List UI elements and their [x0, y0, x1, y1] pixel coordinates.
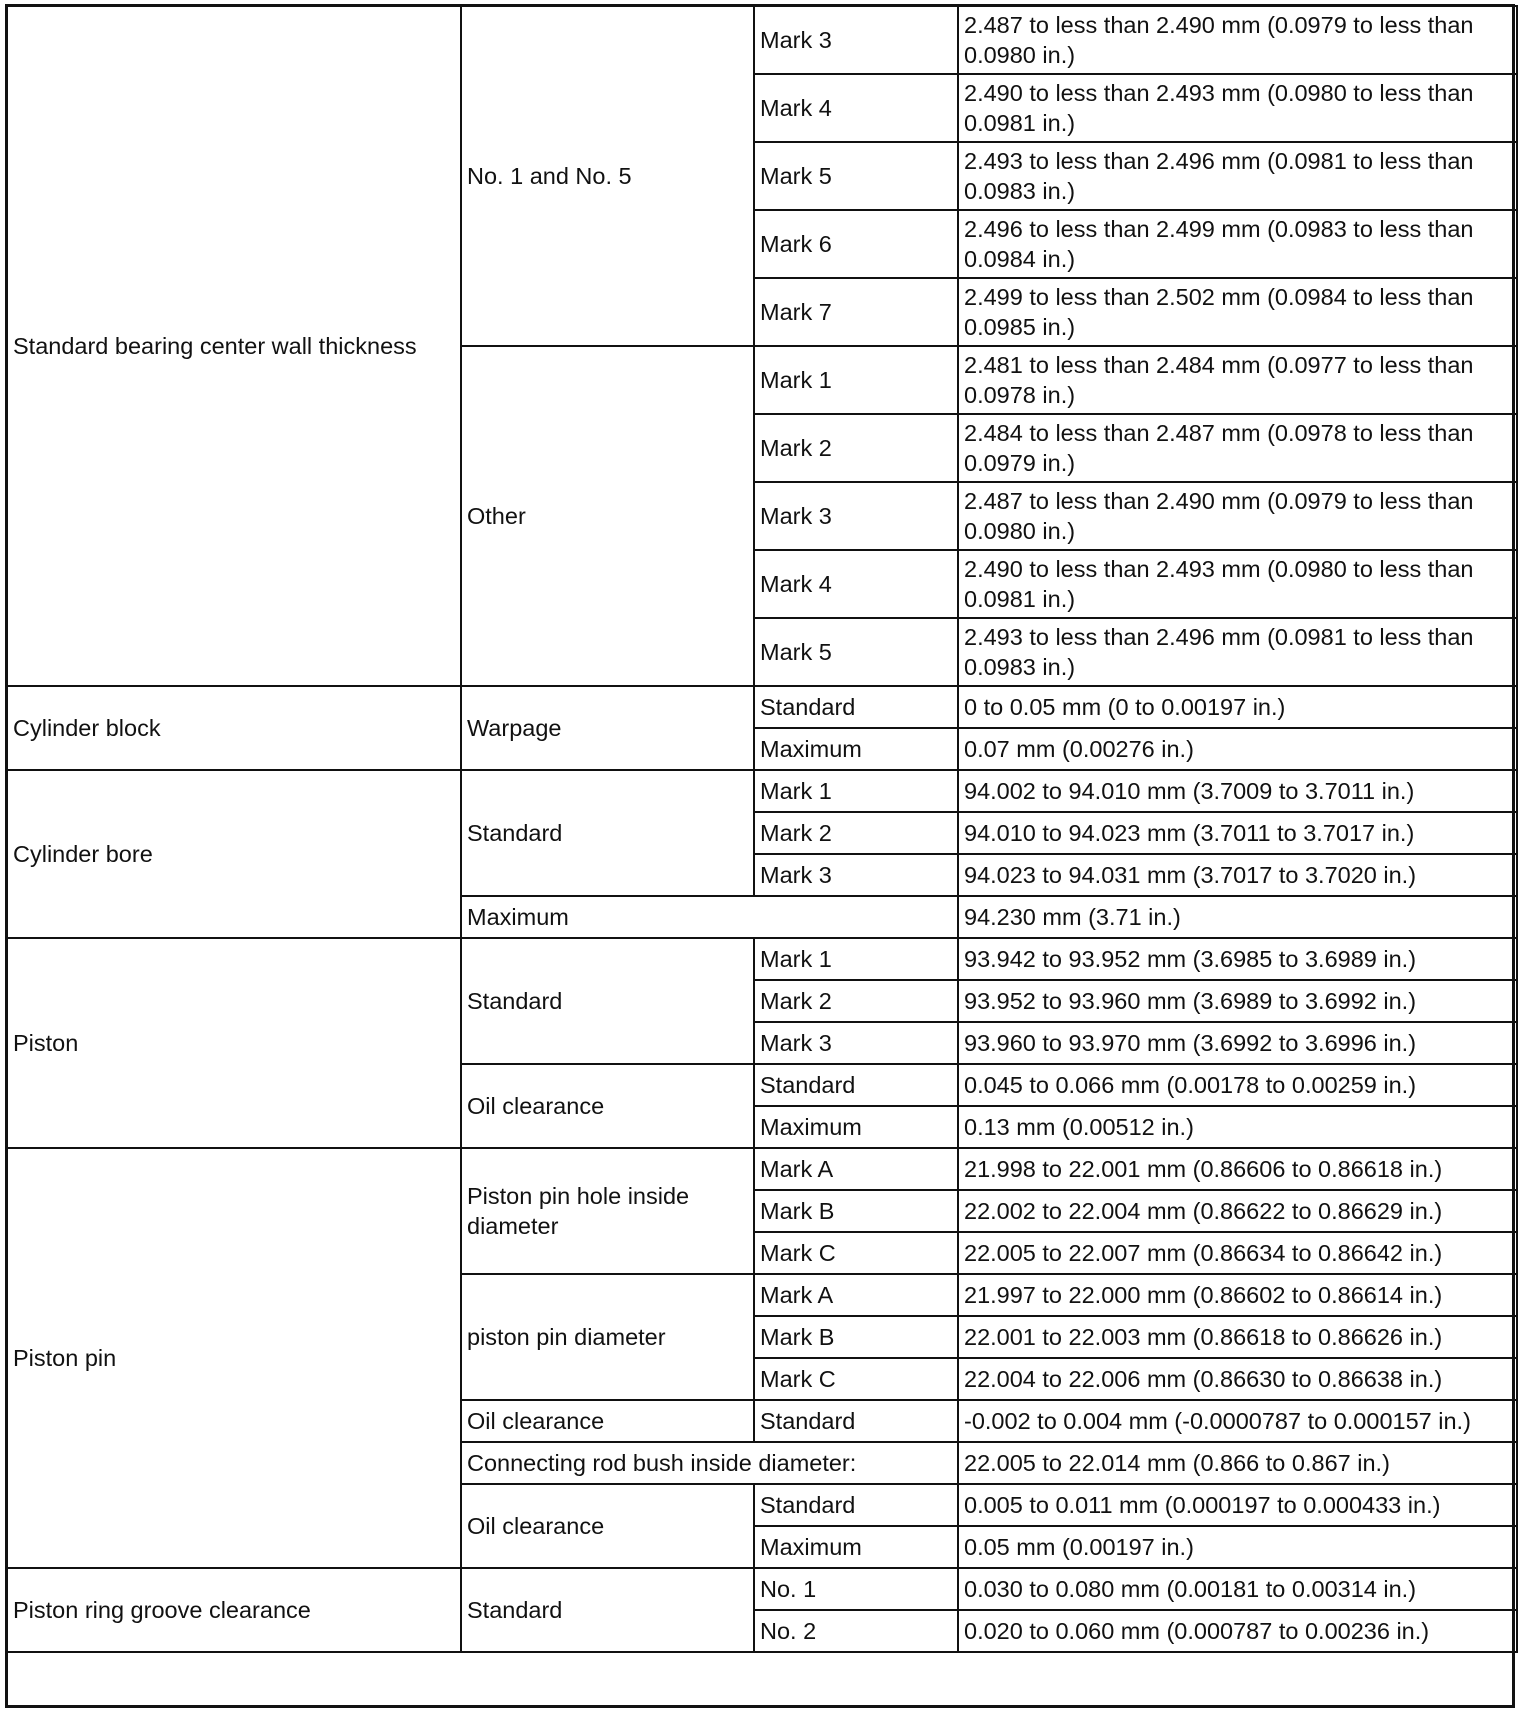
item-cell: Cylinder bore: [7, 770, 461, 938]
table-row: [7, 686, 1517, 728]
sub-item-cell: Oil clearance: [461, 1064, 754, 1148]
mark-cell: Mark A: [754, 1148, 958, 1190]
mark-cell: Mark 4: [754, 74, 958, 142]
sub-item-cell: Standard: [461, 1568, 754, 1652]
mark-cell: Mark B: [754, 1190, 958, 1232]
value-cell: 22.001 to 22.003 mm (0.86618 to 0.86626 in.): [958, 1316, 1517, 1358]
value-cell: 21.998 to 22.001 mm (0.86606 to 0.86618 in.): [958, 1148, 1517, 1190]
item-cell: Piston pin: [7, 1148, 461, 1568]
mark-cell: Mark 3: [754, 1022, 958, 1064]
value-cell: 22.004 to 22.006 mm (0.86630 to 0.86638 in.): [958, 1358, 1517, 1400]
mark-cell: Mark 2: [754, 980, 958, 1022]
sub-item-cell: Other: [461, 346, 754, 686]
value-cell: 0 to 0.05 mm (0 to 0.00197 in.): [958, 686, 1517, 728]
mark-cell: No. 1: [754, 1568, 958, 1610]
item-cell: Cylinder block: [7, 686, 461, 770]
value-cell: 2.493 to less than 2.496 mm (0.0981 to less than 0.0983 in.): [958, 618, 1517, 686]
value-cell: 21.997 to 22.000 mm (0.86602 to 0.86614 in.): [958, 1274, 1517, 1316]
value-cell: 0.07 mm (0.00276 in.): [958, 728, 1517, 770]
sub-item-cell: Piston pin hole inside diameter: [461, 1148, 754, 1274]
mark-cell: Mark 1: [754, 346, 958, 414]
mark-cell: Mark B: [754, 1316, 958, 1358]
value-cell: 22.005 to 22.007 mm (0.86634 to 0.86642 in.): [958, 1232, 1517, 1274]
value-cell: 0.005 to 0.011 mm (0.000197 to 0.000433 in.): [958, 1484, 1517, 1526]
mark-cell: Mark C: [754, 1232, 958, 1274]
table-row: [7, 938, 1517, 980]
sub-item-cell: piston pin diameter: [461, 1274, 754, 1400]
sub-item-cell: Warpage: [461, 686, 754, 770]
item-cell: Piston: [7, 938, 461, 1148]
value-cell: 2.490 to less than 2.493 mm (0.0980 to less than 0.0981 in.): [958, 550, 1517, 618]
sub-item-cell: Connecting rod bush inside diameter:: [461, 1442, 958, 1484]
value-cell: 22.005 to 22.014 mm (0.866 to 0.867 in.): [958, 1442, 1517, 1484]
mark-cell: Mark 5: [754, 618, 958, 686]
value-cell: 94.023 to 94.031 mm (3.7017 to 3.7020 in.): [958, 854, 1517, 896]
mark-cell: Standard: [754, 686, 958, 728]
value-cell: 2.490 to less than 2.493 mm (0.0980 to less than 0.0981 in.): [958, 74, 1517, 142]
sub-item-cell: Standard: [461, 938, 754, 1064]
mark-cell: Mark 3: [754, 6, 958, 74]
mark-cell: Standard: [754, 1400, 958, 1442]
value-cell: 22.002 to 22.004 mm (0.86622 to 0.86629 in.): [958, 1190, 1517, 1232]
mark-cell: No. 2: [754, 1610, 958, 1652]
item-cell: Piston ring groove clearance: [7, 1568, 461, 1652]
mark-cell: Mark 5: [754, 142, 958, 210]
value-cell: 94.002 to 94.010 mm (3.7009 to 3.7011 in.): [958, 770, 1517, 812]
value-cell: 0.05 mm (0.00197 in.): [958, 1526, 1517, 1568]
sub-item-cell: No. 1 and No. 5: [461, 6, 754, 346]
value-cell: 93.942 to 93.952 mm (3.6985 to 3.6989 in.): [958, 938, 1517, 980]
value-cell: -0.002 to 0.004 mm (-0.0000787 to 0.000157 in.): [958, 1400, 1517, 1442]
mark-cell: Mark 3: [754, 482, 958, 550]
mark-cell: Mark 4: [754, 550, 958, 618]
mark-cell: Standard: [754, 1064, 958, 1106]
mark-cell: Mark 7: [754, 278, 958, 346]
item-cell: Standard bearing center wall thickness: [7, 6, 461, 686]
sub-item-cell: Maximum: [461, 896, 958, 938]
mark-cell: Mark 2: [754, 414, 958, 482]
mark-cell: Mark 3: [754, 854, 958, 896]
value-cell: 0.045 to 0.066 mm (0.00178 to 0.00259 in.): [958, 1064, 1517, 1106]
value-cell: 93.952 to 93.960 mm (3.6989 to 3.6992 in.): [958, 980, 1517, 1022]
value-cell: 2.481 to less than 2.484 mm (0.0977 to less than 0.0978 in.): [958, 346, 1517, 414]
table-row: [7, 770, 1517, 812]
table-row: [7, 1148, 1517, 1190]
mark-cell: Mark 1: [754, 938, 958, 980]
sub-item-cell: Oil clearance: [461, 1400, 754, 1442]
mark-cell: Mark 1: [754, 770, 958, 812]
mark-cell: Maximum: [754, 1526, 958, 1568]
value-cell: 2.493 to less than 2.496 mm (0.0981 to less than 0.0983 in.): [958, 142, 1517, 210]
value-cell: 93.960 to 93.970 mm (3.6992 to 3.6996 in.): [958, 1022, 1517, 1064]
mark-cell: Maximum: [754, 1106, 958, 1148]
mark-cell: Mark C: [754, 1358, 958, 1400]
value-cell: 94.230 mm (3.71 in.): [958, 896, 1517, 938]
table-row: [7, 1568, 1517, 1610]
value-cell: 0.020 to 0.060 mm (0.000787 to 0.00236 in.): [958, 1610, 1517, 1652]
value-cell: 2.499 to less than 2.502 mm (0.0984 to less than 0.0985 in.): [958, 278, 1517, 346]
sub-item-cell: Standard: [461, 770, 754, 896]
specification-table: [6, 5, 1518, 1653]
value-cell: 94.010 to 94.023 mm (3.7011 to 3.7017 in.): [958, 812, 1517, 854]
value-cell: 2.496 to less than 2.499 mm (0.0983 to less than 0.0984 in.): [958, 210, 1517, 278]
mark-cell: Mark 6: [754, 210, 958, 278]
mark-cell: Standard: [754, 1484, 958, 1526]
value-cell: 2.487 to less than 2.490 mm (0.0979 to less than 0.0980 in.): [958, 482, 1517, 550]
table-row: [7, 6, 1517, 74]
value-cell: 2.487 to less than 2.490 mm (0.0979 to less than 0.0980 in.): [958, 6, 1517, 74]
sub-item-cell: Oil clearance: [461, 1484, 754, 1568]
value-cell: 2.484 to less than 2.487 mm (0.0978 to less than 0.0979 in.): [958, 414, 1517, 482]
mark-cell: Maximum: [754, 728, 958, 770]
mark-cell: Mark 2: [754, 812, 958, 854]
value-cell: 0.030 to 0.080 mm (0.00181 to 0.00314 in.): [958, 1568, 1517, 1610]
mark-cell: Mark A: [754, 1274, 958, 1316]
value-cell: 0.13 mm (0.00512 in.): [958, 1106, 1517, 1148]
